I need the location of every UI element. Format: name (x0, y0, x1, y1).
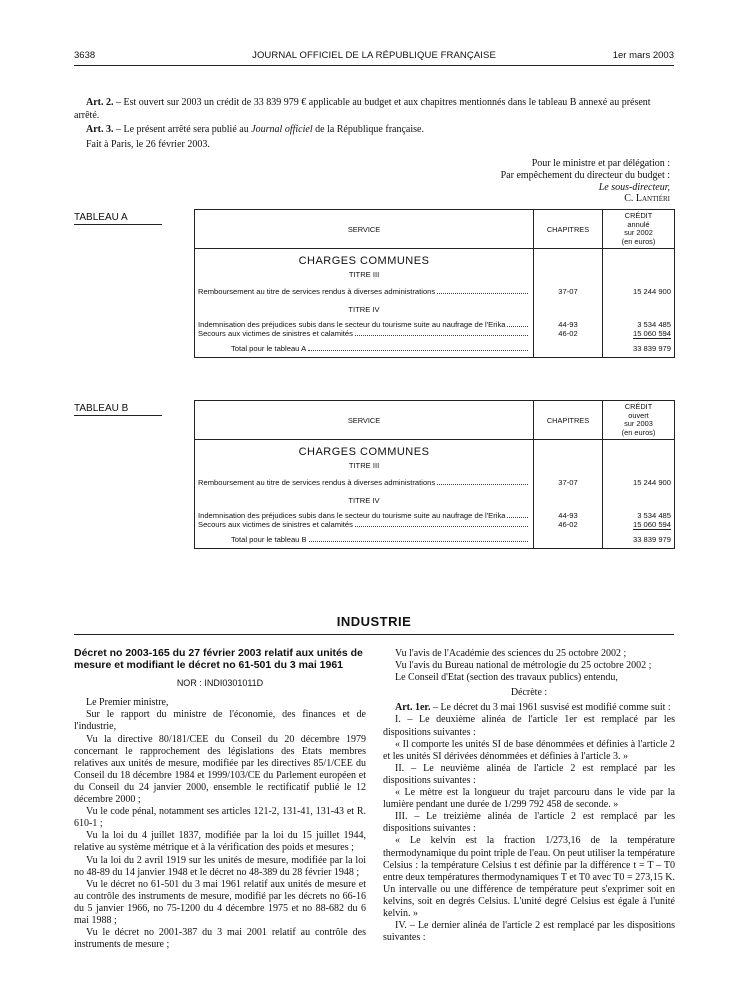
col-credit: CRÉDIT ouvert sur 2003 (en euros) (603, 401, 675, 440)
right-column: Vu l'avis de l'Académie des sciences du 25 octobre 2002 ; Vu l'avis du Bureau national de métrologie du 25 octobre 2002 ; Le Conseil d'Etat (section des travaux publics) entendu, Décrète : Art. 1er. – Le décret du 3 mai 1961 susvisé est modifié comme suit : I. – Le deuxième alinéa de l'article 1er est remplacé par les dispositions suivantes : « Il comporte les unités SI de base dénommées et définies à l'article 2 et les unités SI dérivées dénommées et définies à l'article 3. » II. – Le neuvième alinéa de l'article 2 est remplacé par les dispositions suivantes : « Le mètre est la longueur du trajet parcouru dans le vide par la lumière pendant une durée de 1/299 792 458 de seconde. » III. – Le treizième alinéa de l'article 2 est remplacé par les dispositions suivantes : « Le kelvin est la fraction 1/273,16 de la température thermodynamique du point triple de l'eau. On peut utiliser la température Celsius : la température Celsius t est définie par la différence t = T – T0 entre deux températures thermodynamiques T et T0 avec T0 = 273,15 K. Un intervalle ou une différence de température peut s'exprimer soit en kelvins, soit en degrés Celsius. L'unité degré Celsius est égale à l'unité kelvin. » IV. – Le dernier alinéa de l'article 2 est remplacé par les dispositions suivantes : (383, 648, 675, 944)
col-credit: CRÉDIT annulé sur 2002 (en euros) (603, 210, 675, 249)
page-number: 3638 (74, 50, 96, 61)
section-title: INDUSTRIE (336, 614, 412, 629)
nor-reference: NOR : INDI0301011D (176, 678, 264, 689)
total-row: Total pour le tableau A (195, 338, 534, 358)
done-at: Fait à Paris, le 26 février 2003. (86, 138, 210, 150)
charges-heading: CHARGES COMMUNES (195, 440, 534, 459)
col-chapitres: CHAPITRES (534, 210, 603, 249)
decree-title: Décret no 2003-165 du 27 février 2003 relatif aux unités de mesure et modifiant le décret no 61-501 du 3 mai 1961 (74, 647, 363, 671)
charges-heading: CHARGES COMMUNES (195, 249, 534, 268)
table-row: Indemnisation des préjudices subis dans le secteur du tourisme suite au naufrage de l'Erika (195, 505, 534, 520)
section-rule (74, 634, 674, 635)
table-row: Indemnisation des préjudices subis dans le secteur du tourisme suite au naufrage de l'Erika (195, 314, 534, 329)
col-chapitres: CHAPITRES (534, 401, 603, 440)
table-row: Secours aux victimes de sinistres et calamités (195, 520, 534, 529)
col-service: SERVICE (195, 210, 534, 249)
signature-block: Pour le ministre et par délégation : Par empêchement du directeur du budget : Le sous-directeur, C. Lantiéri (500, 158, 670, 205)
issue-date: 1er mars 2003 (612, 50, 674, 61)
article-2: Art. 2. – Est ouvert sur 2003 un crédit de 33 839 979 € applicable au budget et aux chapitres mentionnés dans le tableau B annexé au présent arrêté. (74, 97, 651, 121)
journal-title: JOURNAL OFFICIEL DE LA RÉPUBLIQUE FRANÇAISE (252, 50, 496, 61)
table-row: Secours aux victimes de sinistres et calamités (195, 329, 534, 338)
table-a-label: TABLEAU A (74, 212, 162, 225)
col-service: SERVICE (195, 401, 534, 440)
top-articles (74, 97, 674, 151)
total-row: Total pour le tableau B (195, 529, 534, 549)
decrete: Décrète : (510, 687, 548, 699)
table-b-label: TABLEAU B (74, 403, 162, 416)
page-header (74, 50, 674, 64)
titre-4: TITRE IV (195, 488, 534, 505)
table-a: SERVICE CHAPITRES CRÉDIT annulé sur 2002 (en euros) CHARGES COMMUNES TITRE III Remboursement au titre de services rendus à diverses administrations 37-07 15 244 900 TITRE IV Indemnisation des préjudices subis dans le secteur du tourisme suite au naufrage de l'Erika 44-93 3 534 485 Secours aux victimes de sinistres et calamités 46-02 15 060 594 Total pour le tableau A 33 839 979 (194, 209, 675, 358)
titre-3: TITRE III (195, 267, 534, 279)
article-1: Art. 1er. – Le décret du 3 mai 1961 susvisé est modifié comme suit : (395, 702, 671, 714)
header-rule (74, 65, 674, 66)
table-row: Remboursement au titre de services rendus à diverses administrations (195, 470, 534, 488)
titre-4: TITRE IV (195, 297, 534, 314)
left-column: Décret no 2003-165 du 27 février 2003 relatif aux unités de mesure et modifiant le décret no 61-501 du 3 mai 1961 NOR : INDI0301011D Le Premier ministre, Sur le rapport du ministre de l'économie, des finances et de l'industrie, Vu la directive 80/181/CEE du Conseil du 20 décembre 1979 concernant le rapprochement des législations des Etats membres relatives aux unités de mesure, modifiée par les directives 85/1/CEE du Conseil du 18 décembre 1984 et 1999/103/CE du Parlement européen et du Conseil du 24 janvier 2000, ensemble le rectificatif publié le 12 décembre 2000 ; Vu le code pénal, notamment ses articles 121-2, 131-41, 131-43 et R. 610-1 ; Vu la loi du 4 juillet 1837, modifiée par la loi du 15 juillet 1944, relative au système métrique et à la vérification des poids et mesures ; Vu la loi du 2 avril 1919 sur les unités de mesure, modifiée par la loi no 48-89 du 14 janvier 1948 et le décret no 48-389 du 28 février 1948 ; Vu le décret no 61-501 du 3 mai 1961 relatif aux unités de mesure et au contrôle des instruments de mesure, modifié par les décrets no 66-16 du 5 janvier 1966, no 75-1200 du 4 décembre 1975 et no 88-682 du 6 mai 1988 ; Vu le décret no 2001-387 du 3 mai 2001 relatif au contrôle des instruments de mesure ; (74, 647, 366, 951)
titre-3: TITRE III (195, 458, 534, 470)
table-row: Remboursement au titre de services rendus à diverses administrations (195, 279, 534, 297)
table-b: SERVICE CHAPITRES CRÉDIT ouvert sur 2003 (en euros) CHARGES COMMUNES TITRE III Remboursement au titre de services rendus à diverses administrations 37-07 15 244 900 TITRE IV Indemnisation des préjudices subis dans le secteur du tourisme suite au naufrage de l'Erika 44-93 3 534 485 Secours aux victimes de sinistres et calamités 46-02 15 060 594 Total pour le tableau B 33 839 979 (194, 400, 675, 549)
article-3: Art. 3. – Le présent arrêté sera publié au Journal officiel de la République française. (86, 124, 424, 136)
